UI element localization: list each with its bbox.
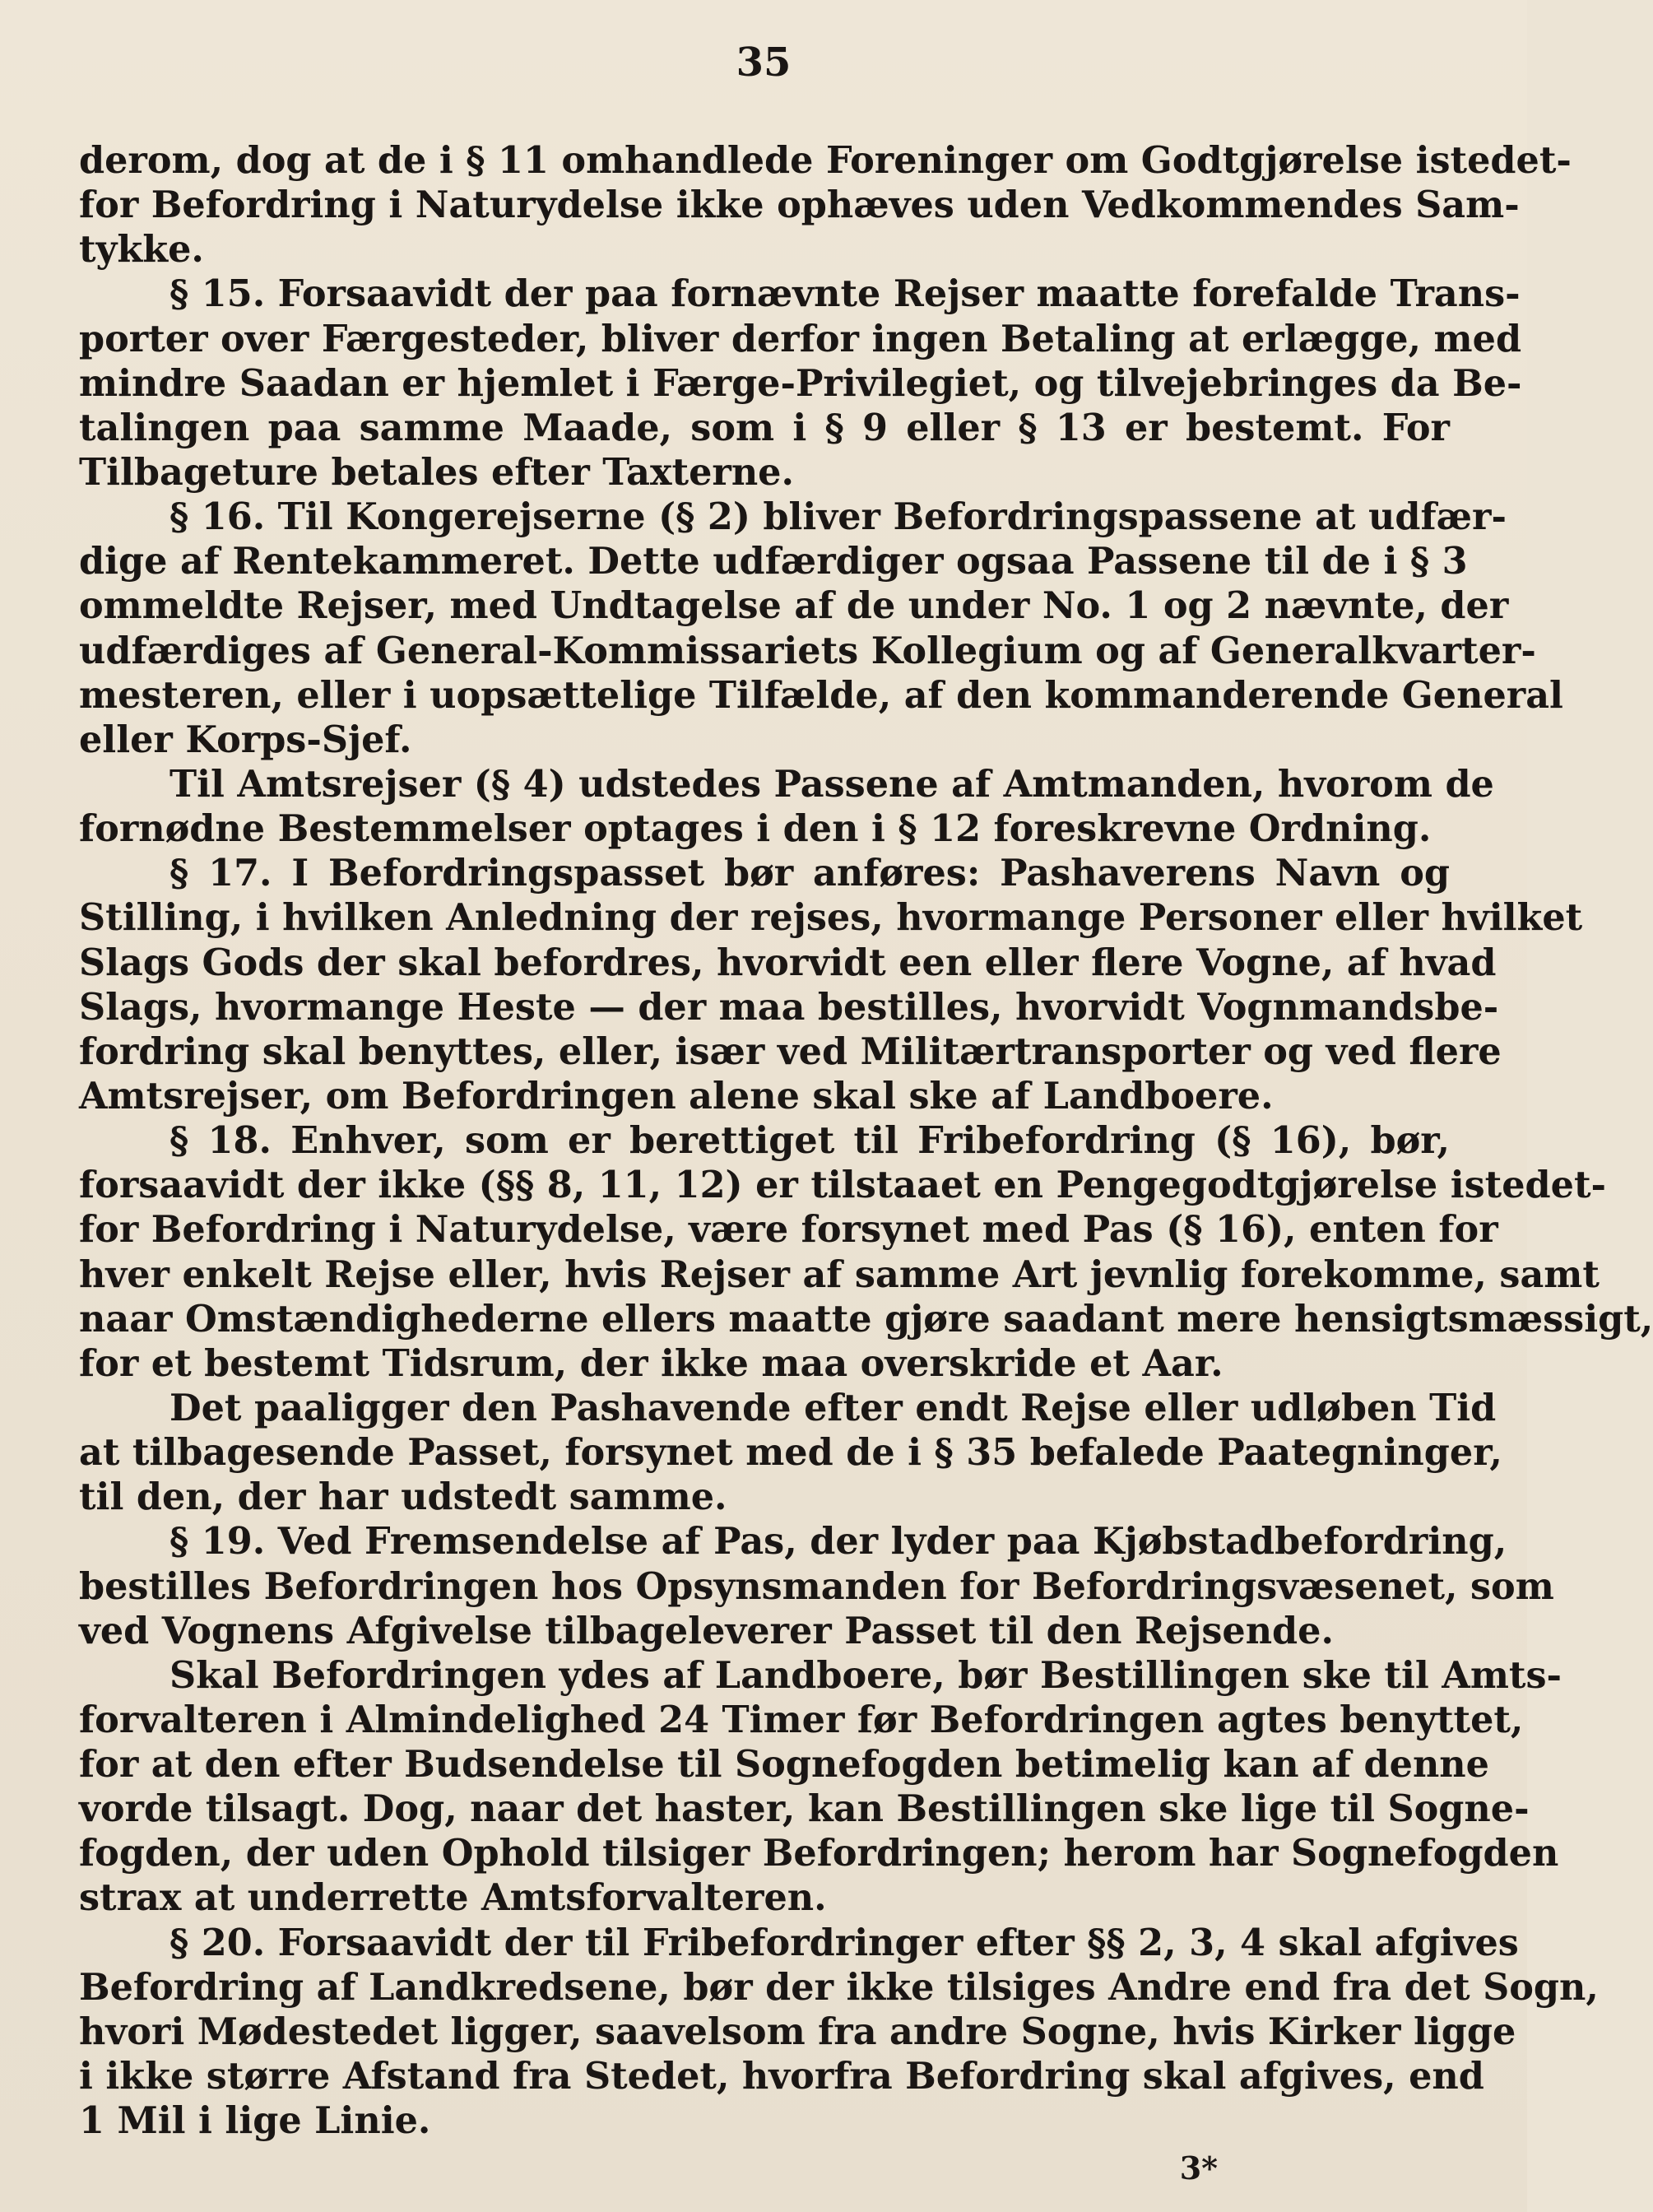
text-line: § 19. Ved Fremsendelse af Pas, der lyder paa Kjøbstadbefordring, [169,1520,1507,1564]
text-line: dige af Rentekammeret. Dette udfærdiger ogsaa Passene til de i § 3 [79,540,1468,583]
signature-mark: 3* [1179,2149,1218,2186]
page-number: 35 [736,40,792,86]
text-line: Til Amtsrejser (§ 4) udstedes Passene af Amtmanden, hvorom de [169,762,1494,806]
text-line: mesteren, eller i uopsættelige Tilfælde, af den kommanderende General [79,673,1563,717]
text-line: hvori Mødestedet ligger, saavelsom fra andre Sogne, hvis Kirker ligge [79,2010,1516,2053]
text-line: Tilbageture betales efter Taxterne. [79,450,794,494]
text-line: § 20. Forsaavidt der til Fribefordringer efter §§ 2, 3, 4 skal afgives [169,1921,1519,1964]
text-line: naar Omstændighederne ellers maatte gjøre saadant mere hensigtsmæssigt, [79,1297,1653,1341]
text-line: for et bestemt Tidsrum, der ikke maa overskride et Aar. [79,1341,1223,1385]
text-line: fornødne Bestemmelser optages i den i § 12 foreskrevne Ordning. [79,807,1432,851]
text-line: tykke. [79,228,204,272]
text-line: for at den efter Budsendelse til Sognefogden betimelig kan af denne [79,1743,1489,1787]
text-line: at tilbagesende Passet, forsynet med de i § 35 befalede Paategninger, [79,1431,1502,1475]
text-line: Slags, hvormange Heste — der maa bestilles, hvorvidt Vognmandsbe- [79,985,1499,1029]
text-line: § 16. Til Kongerejserne (§ 2) bliver Befordringspassene at udfær- [169,495,1507,539]
text-line: Stilling, i hvilken Anledning der rejses, hvormange Personer eller hvilket [79,896,1583,940]
text-line: hver enkelt Rejse eller, hvis Rejser af samme Art jevnlig forekomme, samt [79,1252,1600,1296]
text-line: eller Korps-Sjef. [79,718,412,761]
text-line: Det paaligger den Pashavende efter endt Rejse eller udløben Tid [169,1386,1497,1429]
text-line: ommeldte Rejser, med Undtagelse af de under No. 1 og 2 nævnte, der [79,584,1509,628]
text-line: derom, dog at de i § 11 omhandlede Foreninger om Godtgjørelse istedet- [79,139,1572,182]
text-line: 1 Mil i lige Linie. [79,2099,431,2143]
text-line: forvalteren i Almindelighed 24 Timer før Befordringen agtes benyttet, [79,1698,1524,1741]
text-line: § 17. I Befordringspasset bør anføres: Pashaverens Navn og [169,852,1450,895]
text-line: Amtsrejser, om Befordringen alene skal ske af Landboere. [79,1074,1274,1118]
text-line: for Befordring i Naturydelse, være forsynet med Pas (§ 16), enten for [79,1208,1498,1252]
text-line: fordring skal benyttes, eller, især ved Militærtransporter og ved flere [79,1029,1502,1073]
text-line: vorde tilsagt. Dog, naar det haster, kan Bestillingen ske lige til Sogne- [79,1787,1530,1831]
text-line: for Befordring i Naturydelse ikke ophæves uden Vedkommendes Sam- [79,184,1520,227]
text-line: talingen paa samme Maade, som i § 9 eller § 13 er bestemt. For [79,406,1450,449]
text-line: Skal Befordringen ydes af Landboere, bør Bestillingen ske til Amts- [169,1653,1562,1697]
text-line: fogden, der uden Ophold tilsiger Befordringen; herom har Sognefogden [79,1832,1559,1875]
text-line: i ikke større Afstand fra Stedet, hvorfra Befordring skal afgives, end [79,2055,1484,2098]
text-line: forsaavidt der ikke (§§ 8, 11, 12) er tilstaaet en Pengegodtgjørelse istedet- [79,1164,1607,1207]
text-line: mindre Saadan er hjemlet i Færge-Privilegiet, og tilvejebringes da Be- [79,361,1522,405]
text-line: Befordring af Landkredsene, bør der ikke tilsiges Andre end fra det Sogn, [79,1965,1599,2009]
text-line: til den, der har udstedt samme. [79,1475,727,1519]
text-line: bestilles Befordringen hos Opsynsmanden for Befordringsvæsenet, som [79,1564,1554,1608]
text-line: udfærdiges af General-Kommissariets Kollegium og af Generalkvarter- [79,629,1536,672]
text-line: porter over Færgesteder, bliver derfor ingen Betaling at erlægge, med [79,317,1522,360]
body-text [79,138,1653,2143]
text-line: § 15. Forsaavidt der paa fornævnte Rejser maatte forefalde Trans- [169,272,1521,316]
text-line: Slags Gods der skal befordres, hvorvidt een eller flere Vogne, af hvad [79,941,1497,984]
text-line: strax at underrette Amtsforvalteren. [79,1876,827,1920]
text-line: ved Vognens Afgivelse tilbageleverer Passet til den Rejsende. [79,1609,1334,1652]
text-line: § 18. Enhver, som er berettiget til Fribefordring (§ 16), bør, [169,1119,1450,1163]
